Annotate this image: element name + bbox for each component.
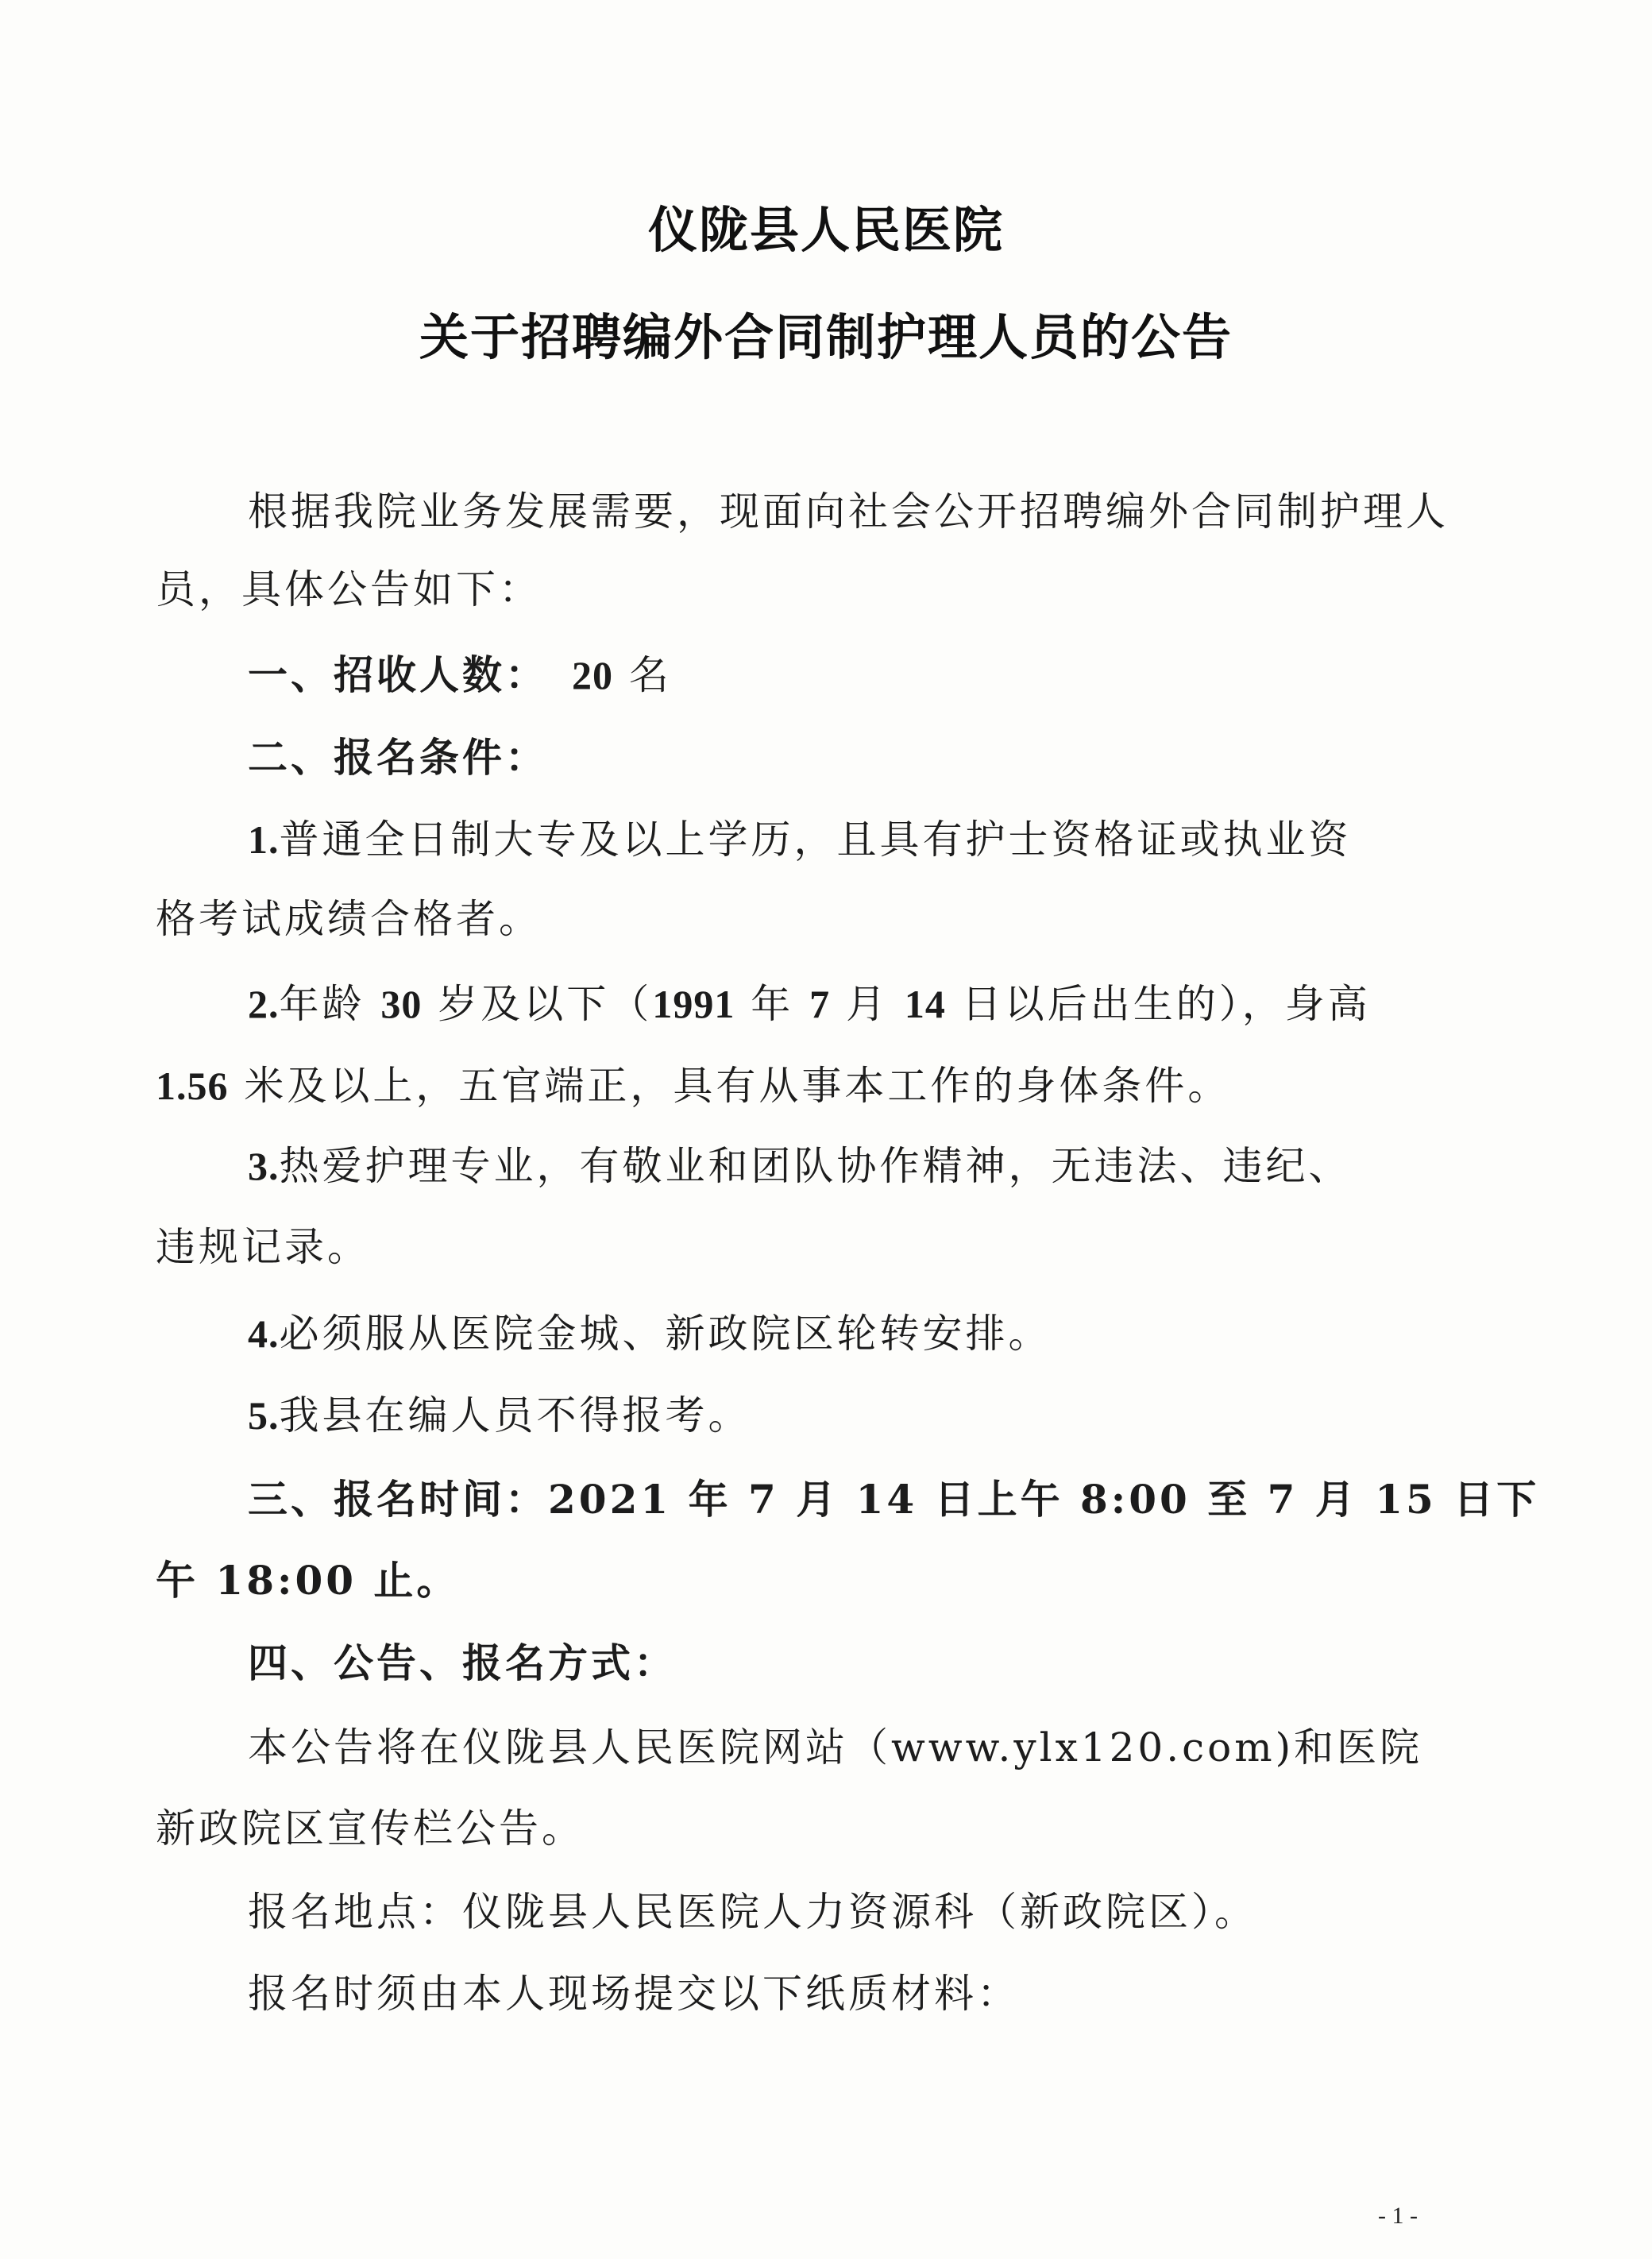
intro-paragraph-line-1: 根据我院业务发展需要，现面向社会公开招聘编外合同制护理人	[248, 488, 1449, 535]
condition-5-text: 我县在编人员不得报考。	[279, 1392, 751, 1438]
condition-2-line-1	[248, 979, 1371, 1029]
condition-2-text-e: 日以后出生的），身高	[945, 981, 1371, 1027]
condition-4	[248, 1308, 1052, 1359]
condition-2-number: 2.	[248, 982, 280, 1026]
section-2-heading: 二、报名条件：	[248, 734, 548, 781]
condition-5	[248, 1390, 751, 1441]
intro-paragraph-line-2: 员，具体公告如下：	[156, 566, 542, 612]
section-4-heading: 四、公告、报名方式：	[248, 1639, 677, 1686]
condition-2-line-2	[156, 1060, 1230, 1111]
section-1-value: 20	[572, 653, 613, 697]
condition-2-text-b: 岁及以下（	[422, 981, 653, 1027]
section-1-heading: 一、招收人数：	[248, 651, 548, 698]
condition-4-text: 必须服从医院金城、新政院区轮转安排。	[279, 1311, 1052, 1357]
document-title-line-2: 关于招聘编外合同制护理人员的公告	[419, 308, 1233, 366]
document-title-line-1: 仪陇县人民医院	[647, 201, 1004, 259]
condition-3-number: 3.	[248, 1144, 280, 1188]
page-number: - 1 -	[1378, 2203, 1418, 2229]
condition-2-age: 30	[380, 982, 423, 1026]
condition-4-number: 4.	[248, 1311, 280, 1356]
condition-2-month: 7	[809, 982, 831, 1026]
section-1-unit: 名	[613, 652, 672, 698]
condition-1-number: 1.	[248, 817, 280, 862]
section-4-line-1: 本公告将在仪陇县人民医院网站（www.ylx120.com)和医院	[248, 1724, 1423, 1771]
section-3-line-2: 午 18:00 止。	[156, 1557, 460, 1604]
condition-2-text-c: 年	[735, 981, 810, 1027]
condition-2-year: 1991	[652, 982, 735, 1026]
condition-3-line-2: 违规记录。	[156, 1224, 370, 1270]
condition-1-line-1	[248, 814, 1352, 865]
section-3-heading: 三、报名时间：	[248, 1476, 548, 1523]
section-1-recruit-count	[248, 650, 672, 701]
registration-materials: 报名时须由本人现场提交以下纸质材料：	[248, 1971, 1020, 2017]
condition-1-text: 普通全日制大专及以上学历，且具有护士资格证或执业资	[279, 817, 1352, 863]
condition-3-text: 热爱护理专业，有敬业和团队协作精神，无违法、违纪、	[279, 1143, 1352, 1189]
condition-3-line-1	[248, 1141, 1352, 1191]
condition-2-continuation: 米及以上，五官端正，具有从事本工作的身体条件。	[228, 1063, 1231, 1109]
registration-location: 报名地点：仪陇县人民医院人力资源科（新政院区）。	[248, 1889, 1257, 1935]
section-3-text: 2021 年 7 月 14 日上午 8:00 至 7 月 15 日下	[548, 1476, 1540, 1523]
section-4-line-2: 新政院区宣传栏公告。	[156, 1805, 585, 1852]
condition-2-height: 1.56	[156, 1064, 229, 1108]
condition-5-number: 5.	[248, 1393, 280, 1438]
section-3-line-1	[248, 1474, 1539, 1525]
condition-2-text-a: 年龄	[279, 981, 381, 1027]
condition-2-day: 14	[904, 982, 946, 1026]
condition-2-text-d: 月	[830, 981, 905, 1027]
condition-1-line-2: 格考试成绩合格者。	[156, 896, 542, 942]
